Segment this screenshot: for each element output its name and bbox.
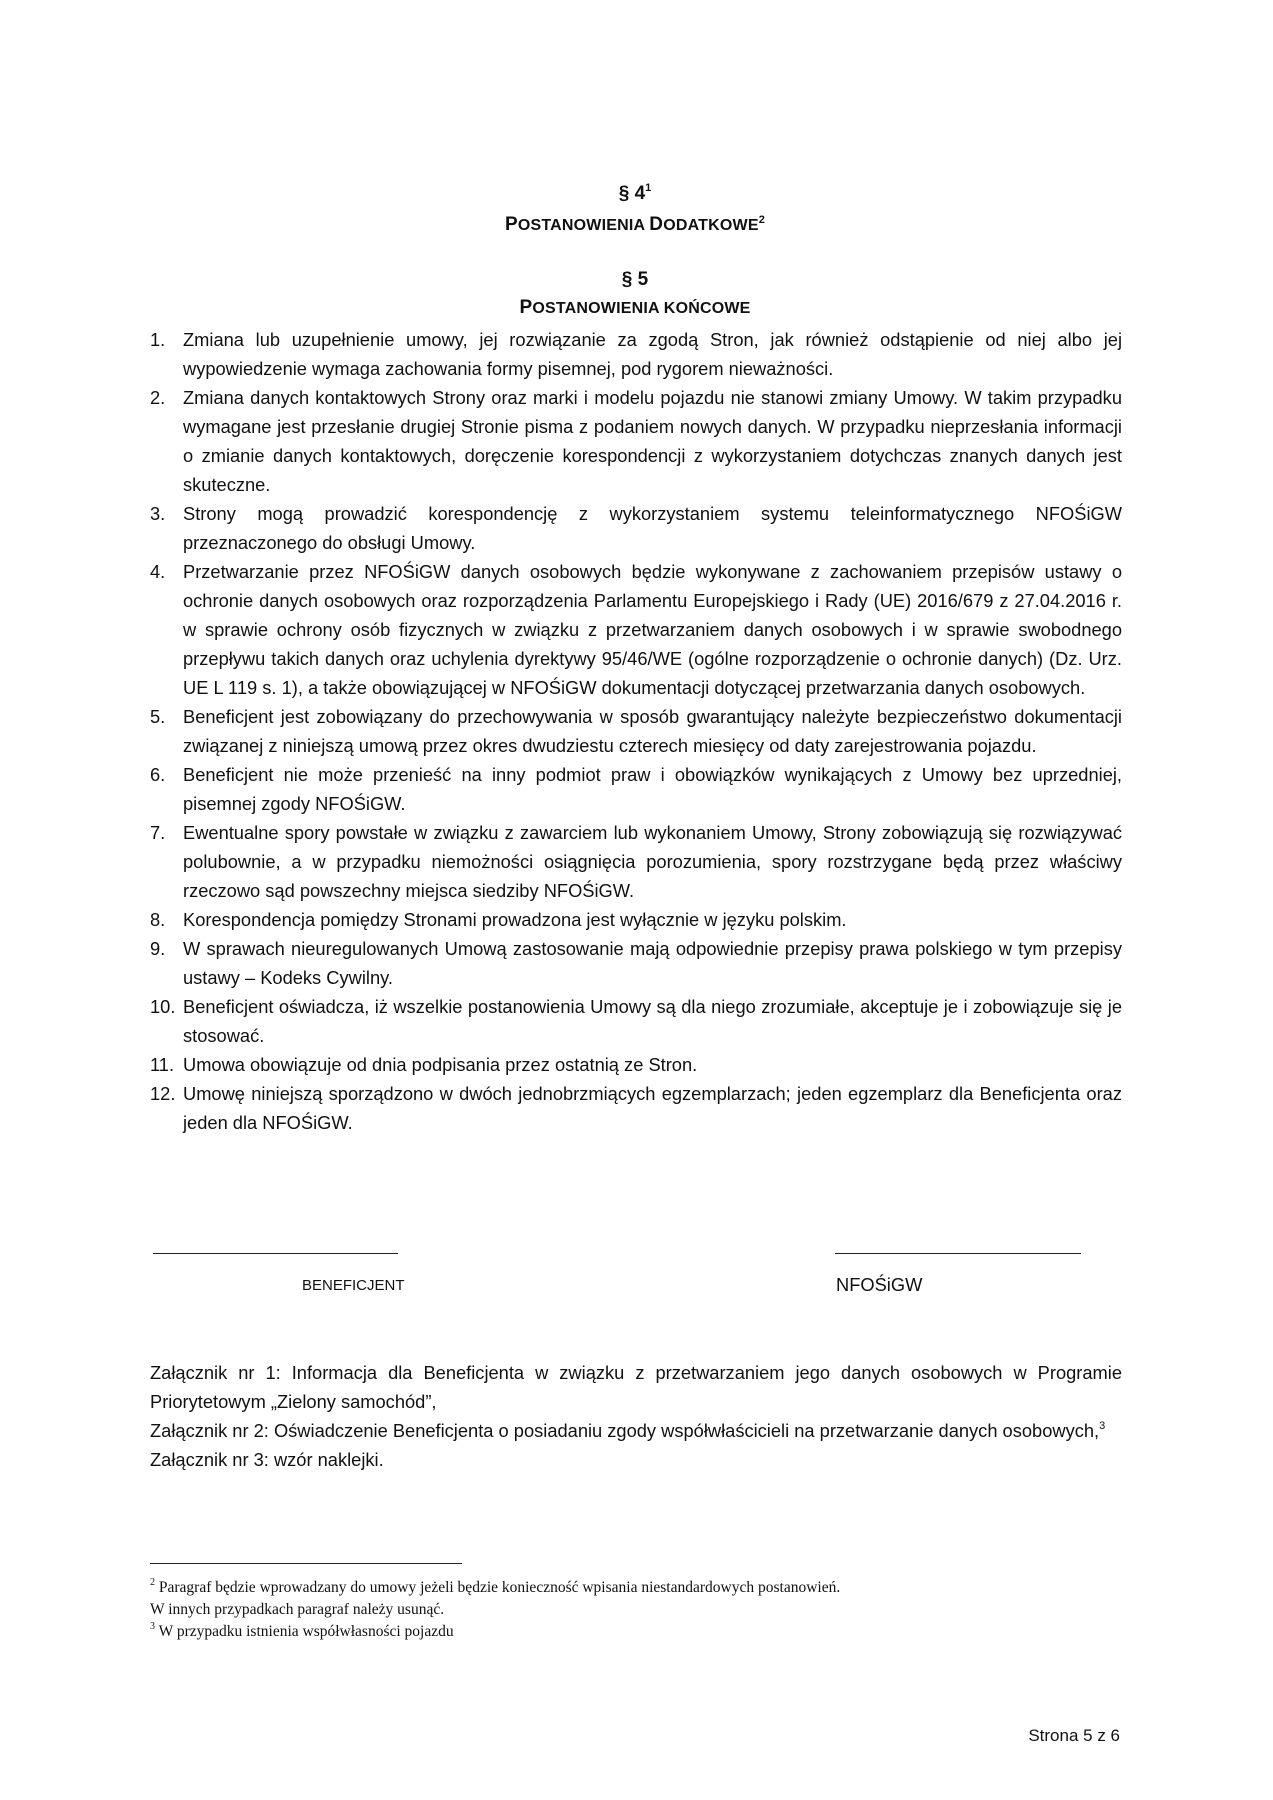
section-5-title: § 5 (621, 269, 649, 290)
attachment-3: Załącznik nr 3: wzór naklejki. (150, 1449, 384, 1470)
signature-line-right (835, 1253, 1081, 1254)
signature-label-nfosigw: NFOŚiGW (836, 1274, 923, 1295)
signature-line-left (153, 1253, 398, 1254)
footnote-2-continued: W innych przypadkach paragraf należy usunąć. (150, 1601, 445, 1618)
section-4-title: § $4^1$ (618, 181, 652, 204)
section-4-heading (150, 182, 1120, 206)
list-item: 12. Umowę niniejszą sporządzono w dwóch jednobrzmiących egzemplarzach; jeden egzemplarz dla Beneficjenta oraz jeden dla NFOŚiGW. (150, 1083, 1122, 1133)
list-item: 10. Beneficjent oświadcza, iż wszelkie postanowienia Umowy są dla niego zrozumiałe, akceptuje je i zobowiązuje się je stosować. (150, 996, 1122, 1046)
provisions-list (150, 325, 1122, 1137)
footnote-3: $^3$ W przypadku istnienia współwłasności pojazdu (150, 1620, 454, 1640)
signature-label-beneficiary: BENEFICJENT (302, 1277, 405, 1294)
section-5-subtitle: POSTANOWIENIA KOŃCOWE (519, 297, 751, 318)
attachment-1: Załącznik nr 1: Informacja dla Beneficjenta w związku z przetwarzaniem jego danych osobowych w Programie Priorytetowym „Zielony samochód”, (150, 1362, 1122, 1412)
list-item: 5. Beneficjent jest zobowiązany do przechowywania w sposób gwarantujący należyte bezpieczeństwo dokumentacji związanej z niniejszą umową przez okres dwudziestu czterech miesięcy od daty zarejestrowania pojazdu. (150, 706, 1122, 756)
footnotes (150, 1577, 1130, 1643)
list-item: 4. Przetwarzanie przez NFOŚiGW danych osobowych będzie wykonywane z zachowaniem przepisów ustawy o ochronie danych osobowych oraz rozporządzenia Parlamentu Europejskiego i Rady (UE) 2016/679 z 27.04.2016 r. w sprawie ochrony osób fizycznych w związku z przetwarzaniem danych osobowych i w sprawie swobodnego przepływu takich danych oraz uchylenia dyrektywy 95/46/WE (ogólne rozporządzenie o ochronie danych) (Dz. Urz. UE L 119 s. 1), a także obowiązującej w NFOŚiGW dokumentacji dotyczącej przetwarzania danych osobowych. (150, 561, 1122, 698)
footnote-2: $^2$ Paragraf będzie wprowadzany do umowy jeżeli będzie konieczność wpisania niestandardowych postanowień. (150, 1576, 841, 1596)
list-item: 1. Zmiana lub uzupełnienie umowy, jej rozwiązanie za zgodą Stron, jak również odstąpienie od niej albo jej wypowiedzenie wymaga zachowania formy pisemnej, pod rygorem nieważności. (150, 329, 1122, 379)
attachment-2: Załącznik nr 2: Oświadczenie Beneficjenta o posiadaniu zgody współwłaścicieli na przetwarzanie danych osobowych,$^3$ (150, 1419, 1106, 1441)
list-item: 8. Korespondencja pomiędzy Stronami prowadzona jest wyłącznie w języku polskim. (150, 909, 847, 930)
list-item: 7. Ewentualne spory powstałe w związku z zawarciem lub wykonaniem Umowy, Strony zobowiązują się rozwiązywać polubownie, a w przypadku niemożności osiągnięcia porozumienia, spory rozstrzygane będą przez właściwy rzeczowo sąd powszechny miejsca siedziby NFOŚiGW. (150, 822, 1122, 901)
footnote-separator (150, 1563, 462, 1564)
section-4-subtitle: POSTANOWIENIA DODATKOWE$^2$ (504, 213, 766, 235)
list-item: 9. W sprawach nieuregulowanych Umową zastosowanie mają odpowiednie przepisy prawa polskiego w tym przepisy ustawy – Kodeks Cywilny. (150, 938, 1122, 988)
attachments-list (150, 1358, 1122, 1474)
list-item: 11. Umowa obowiązuje od dnia podpisania przez ostatnią ze Stron. (150, 1054, 698, 1075)
list-item: 6. Beneficjent nie może przenieść na inny podmiot praw i obowiązków wynikających z Umowy bez uprzedniej, pisemnej zgody NFOŚiGW. (150, 764, 1122, 814)
list-item: 2. Zmiana danych kontaktowych Strony oraz marki i modelu pojazdu nie stanowi zmiany Umowy. W takim przypadku wymagane jest przesłanie drugiej Stronie pisma z podaniem nowych danych. W przypadku nieprzesłania informacji o zmianie danych kontaktowych, doręczenie korespondencji z wykorzystaniem dotychczas znanych danych jest skuteczne. (150, 387, 1122, 495)
page-number: Strona 5 z 6 (1028, 1726, 1120, 1745)
section-5-heading (150, 268, 1120, 292)
list-item: 3. Strony mogą prowadzić korespondencję z wykorzystaniem systemu teleinformatycznego NFOŚiGW przeznaczonego do obsługi Umowy. (150, 503, 1122, 553)
